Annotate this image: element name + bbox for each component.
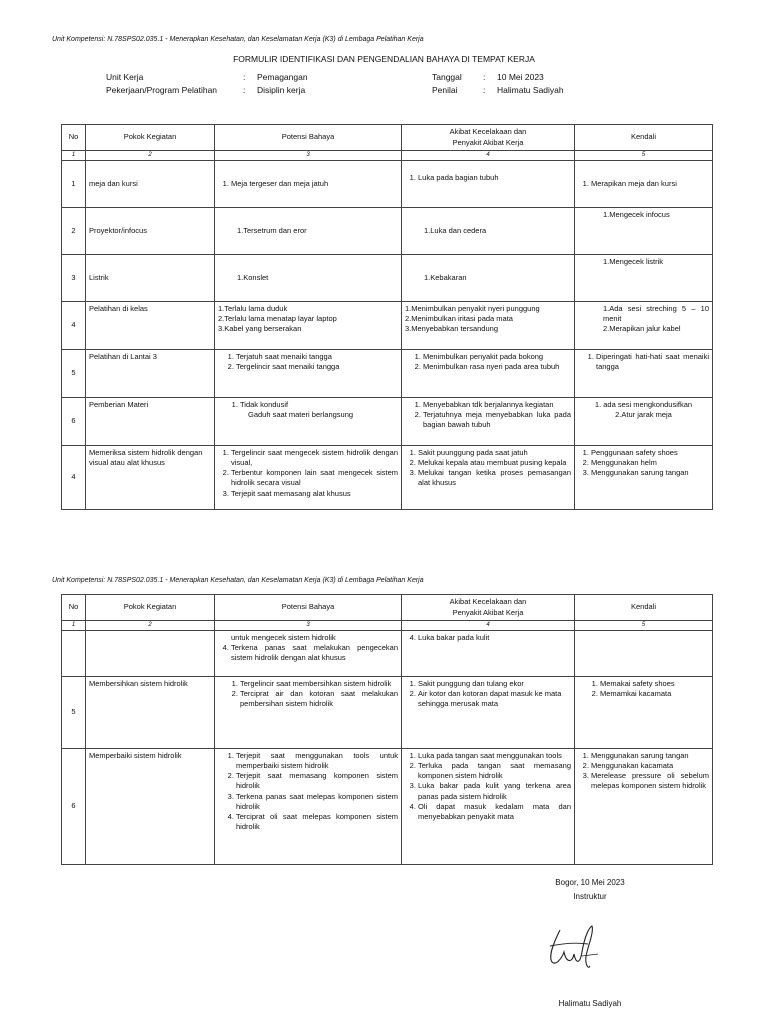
row-number: 4 <box>62 446 86 510</box>
kendali-item: 3. Menggunakan sarung tangan <box>591 468 709 478</box>
col-index-3: 3 <box>215 621 402 631</box>
col-header-pokok: Pokok Kegiatan <box>86 595 215 621</box>
col-header-akibat-line2: Penyakit Akibat Kerja <box>452 607 524 617</box>
table-row <box>62 446 713 510</box>
potensi-item: 2. Tergelincir saat menaiki tangga <box>236 362 398 372</box>
akibat-item: 1. Sakit puunggung pada saat jatuh <box>418 448 571 458</box>
kendali-item: 2. Memamkai kacamata <box>600 689 709 699</box>
row-number: 2 <box>62 208 86 255</box>
col-header-akibat <box>402 595 575 621</box>
akibat-kecelakaan <box>402 749 575 865</box>
col-index-5: 5 <box>575 621 713 631</box>
kendali <box>575 161 713 208</box>
kendali-item: 1. Diperingati hati-hati saat menaiki tangga <box>596 352 709 372</box>
signature-role: Instruktur <box>573 892 607 901</box>
akibat-item: 4. Luka bakar pada kulit <box>418 633 571 643</box>
table-row <box>62 398 713 446</box>
potensi-bahaya <box>215 350 402 398</box>
akibat-item: 1. Sakit punggung dan tulang ekor <box>418 679 571 689</box>
unit-kerja-value: Pemagangan <box>257 72 308 82</box>
kendali <box>575 631 713 677</box>
col-header-akibat-line2: Penyakit Akibat Kerja <box>452 137 524 147</box>
kendali-item: 1. Merapikan meja dan kursi <box>591 179 709 189</box>
table-header-row <box>62 595 713 621</box>
akibat-item: 1. Luka pada tangan saat menggunakan tools <box>418 751 571 761</box>
akibat-item: 3.Menyebabkan tersandung <box>405 324 498 334</box>
pokok-kegiatan: Memperbaiki sistem hidrolik <box>86 749 215 865</box>
akibat-kecelakaan <box>402 631 575 677</box>
unit-kompetensi-line: Unit Kompetensi: N.78SPS02.035.1 - Menerapkan Kesehatan, dan Keselamatan Kerja (K3) di Lembaga Pelatihan Kerja <box>52 36 424 43</box>
col-header-kendali: Kendali <box>575 125 713 151</box>
akibat-item: 1. Menyebabkan tdk berjalannya kegiatan <box>423 400 571 410</box>
col-header-akibat-line1: Akibat Kecelakaan dan <box>449 127 527 137</box>
akibat-kecelakaan <box>402 446 575 510</box>
potensi-item: 2. Terciprat air dan kotoran saat melakukan pembersihan sistem hidrolik <box>240 689 398 709</box>
kendali <box>575 677 713 749</box>
kendali-item: 3. Merelease pressure oli sebelum melepas komponen sistem hidrolik <box>591 771 709 791</box>
kendali <box>575 302 713 350</box>
row-number: 4 <box>62 302 86 350</box>
table-header-row <box>62 125 713 151</box>
akibat-item: 2. Melukai kepala atau membuat pusing kepala <box>418 458 571 468</box>
potensi-bahaya <box>215 302 402 350</box>
akibat-item: 2. Terluka pada tangan saat memasang komponen sistem hidrolik <box>418 761 571 781</box>
col-index-4: 4 <box>402 621 575 631</box>
col-header-potensi: Potensi Bahaya <box>215 125 402 151</box>
akibat-item: 1. Menimbulkan penyakit pada bokong <box>423 352 571 362</box>
col-header-akibat-line1: Akibat Kecelakaan dan <box>449 597 527 607</box>
pokok-kegiatan: Membersihkan sistem hidrolik <box>86 677 215 749</box>
pokok-kegiatan: Pelatihan di kelas <box>86 302 215 350</box>
table-row <box>62 302 713 350</box>
pokok-kegiatan: Proyektor/infocus <box>86 208 215 255</box>
akibat-item: 3. Luka bakar pada kulit yang terkena area panas pada sistem hidrolik <box>418 781 571 801</box>
potensi-item: 2. Terbentur komponen lain saat mengecek sistem hidrolik secara visual <box>231 468 398 488</box>
row-number: 3 <box>62 255 86 302</box>
unit-kerja-label: Unit Kerja <box>106 72 144 82</box>
kendali-item: 1.Ada sesi streching 5 – 10 menit <box>603 304 709 324</box>
potensi-item: 1. Tidak kondusif <box>240 400 398 410</box>
akibat-kecelakaan: 1.Luka dan cedera <box>402 208 575 255</box>
kendali-item: 2. Menggunakan helm <box>591 458 709 468</box>
potensi-item: 1. Terjatuh saat menaiki tangga <box>236 352 398 362</box>
kendali <box>575 749 713 865</box>
column-index-row <box>62 151 713 161</box>
col-header-akibat <box>402 125 575 151</box>
column-index-row <box>62 621 713 631</box>
signature-place-date: Bogor, 10 Mei 2023 <box>555 878 625 887</box>
pokok-kegiatan: Pemberian Materi <box>86 398 215 446</box>
potensi-item: 1.Terlalu lama duduk <box>218 304 288 313</box>
col-header-pokok: Pokok Kegiatan <box>86 125 215 151</box>
tanggal-value: 10 Mei 2023 <box>497 72 544 82</box>
akibat-item: 3. Melukai tangan ketika proses pemasangan alat khusus <box>418 468 571 488</box>
kendali <box>575 350 713 398</box>
col-header-potensi: Potensi Bahaya <box>215 595 402 621</box>
kendali-item: 2. Menggunakan kacamata <box>591 761 709 771</box>
table-row <box>62 208 713 255</box>
potensi-bahaya <box>215 677 402 749</box>
table-row <box>62 749 713 865</box>
hazard-table-page1 <box>61 124 713 510</box>
pokok-kegiatan: Memeriksa sistem hidrolik dengan visual atau alat khusus <box>86 446 215 510</box>
table-row <box>62 677 713 749</box>
potensi-item: 4. Terciprat oli saat melepas komponen sistem hidrolik <box>236 812 398 832</box>
kendali-item: 1. Memakai safety shoes <box>600 679 709 689</box>
hazard-table-page2 <box>61 594 713 865</box>
col-header-no: No <box>62 125 86 151</box>
program-value: Disiplin kerja <box>257 85 306 95</box>
kendali <box>575 398 713 446</box>
row-number: 5 <box>62 350 86 398</box>
potensi-item: 3. Terkena panas saat melepas komponen sistem hidrolik <box>236 792 398 812</box>
row-number: 6 <box>62 398 86 446</box>
akibat-item: 2. Terjatuhnya meja menyebabkan luka pada bagian bawah tubuh <box>423 410 571 430</box>
row-number: 1 <box>62 161 86 208</box>
col-index-1: 1 <box>62 151 86 161</box>
potensi-bahaya <box>215 446 402 510</box>
handwritten-signature <box>538 922 608 974</box>
potensi-item: 1. Meja tergeser dan meja jatuh <box>231 179 398 189</box>
table-row <box>62 161 713 208</box>
kendali: 1.Mengecek infocus <box>575 208 713 255</box>
unit-kompetensi-line-page2: Unit Kompetensi: N.78SPS02.035.1 - Menerapkan Kesehatan, dan Keselamatan Kerja (K3) di Lembaga Pelatihan Kerja <box>52 577 424 584</box>
potensi-item: 3.Kabel yang berserakan <box>218 324 302 334</box>
col-header-kendali: Kendali <box>575 595 713 621</box>
akibat-item: 1. Luka pada bagian tubuh <box>418 173 571 183</box>
akibat-kecelakaan <box>402 398 575 446</box>
potensi-item: 4. Terkena panas saat melakukan pengecekan sistem hidrolik dengan alat khusus <box>231 643 398 663</box>
akibat-item: 2. Air kotor dan kotoran dapat masuk ke mata sehingga merusak mata <box>418 689 571 709</box>
kendali-item: 2.Merapikan jalur kabel <box>603 324 681 334</box>
row-number: 5 <box>62 677 86 749</box>
table-row-continuation <box>62 631 713 677</box>
potensi-item: 1. Tergelincir saat mengecek sistem hidrolik dengan visual, <box>231 448 398 468</box>
penilai-value: Halimatu Sadiyah <box>497 85 564 95</box>
pokok-kegiatan: Pelatihan di Lantai 3 <box>86 350 215 398</box>
kendali: 1.Mengecek listrik <box>575 255 713 302</box>
potensi-item: 2. Terjepit saat memasang komponen sistem hidrolik <box>236 771 398 791</box>
potensi-bahaya: 1.Konslet <box>215 255 402 302</box>
akibat-item: 2. Menimbulkan rasa nyeri pada area tubuh <box>423 362 571 372</box>
form-title: FORMULIR IDENTIFIKASI DAN PENGENDALIAN BAHAYA DI TEMPAT KERJA <box>233 54 535 64</box>
signature-name: Halimatu Sadiyah <box>558 999 622 1008</box>
pokok-kegiatan <box>86 631 215 677</box>
akibat-kecelakaan <box>402 677 575 749</box>
potensi-bahaya: 1.Tersetrum dan eror <box>215 208 402 255</box>
potensi-item: 1. Tergelincir saat membersihkan sistem hidrolik <box>240 679 398 689</box>
potensi-item: 1. Terjepit saat menggunakan tools untuk memperbaiki sistem hidrolik <box>236 751 398 771</box>
akibat-kecelakaan <box>402 302 575 350</box>
akibat-item: 4. Oli dapat masuk kedalam mata dan menyebabkan penyakit mata <box>418 802 571 822</box>
akibat-kecelakaan <box>402 350 575 398</box>
program-label: Pekerjaan/Program Pelatihan <box>106 85 218 95</box>
potensi-bahaya <box>215 631 402 677</box>
table-row <box>62 255 713 302</box>
pokok-kegiatan: meja dan kursi <box>86 161 215 208</box>
col-index-4: 4 <box>402 151 575 161</box>
kendali-item: 2.Atur jarak meja <box>615 410 672 420</box>
row-number: 6 <box>62 749 86 865</box>
akibat-kecelakaan: 1.Kebakaran <box>402 255 575 302</box>
penilai-colon: : <box>483 85 486 95</box>
col-index-5: 5 <box>575 151 713 161</box>
potensi-item: Gaduh saat materi berlangsung <box>248 410 354 420</box>
kendali-item: 1. Penggunaan safety shoes <box>591 448 709 458</box>
penilai-label: Penilai <box>432 85 458 95</box>
tanggal-colon: : <box>483 72 486 82</box>
col-index-1: 1 <box>62 621 86 631</box>
potensi-bahaya <box>215 161 402 208</box>
kendali-item: 1. ada sesi mengkondusifkan <box>594 400 693 409</box>
row-number <box>62 631 86 677</box>
table-row <box>62 350 713 398</box>
potensi-bahaya <box>215 749 402 865</box>
program-colon: : <box>243 85 246 95</box>
col-index-3: 3 <box>215 151 402 161</box>
col-header-no: No <box>62 595 86 621</box>
potensi-bahaya <box>215 398 402 446</box>
potensi-item: 2.Terlalu lama menatap layar laptop <box>218 314 337 324</box>
akibat-item: 1.Menimbulkan penyakit nyeri punggung <box>405 304 540 313</box>
potensi-item: untuk mengecek sistem hidrolik <box>231 633 336 642</box>
tanggal-label: Tanggal <box>432 72 462 82</box>
pokok-kegiatan: Listrik <box>86 255 215 302</box>
col-index-2: 2 <box>86 621 215 631</box>
kendali-item: 1. Menggunakan sarung tangan <box>591 751 709 761</box>
akibat-item: 2.Menimbulkan iritasi pada mata <box>405 314 513 324</box>
col-index-2: 2 <box>86 151 215 161</box>
unit-kerja-colon: : <box>243 72 246 82</box>
akibat-kecelakaan <box>402 161 575 208</box>
potensi-item: 3. Terjepit saat memasang alat khusus <box>231 489 398 499</box>
kendali <box>575 446 713 510</box>
